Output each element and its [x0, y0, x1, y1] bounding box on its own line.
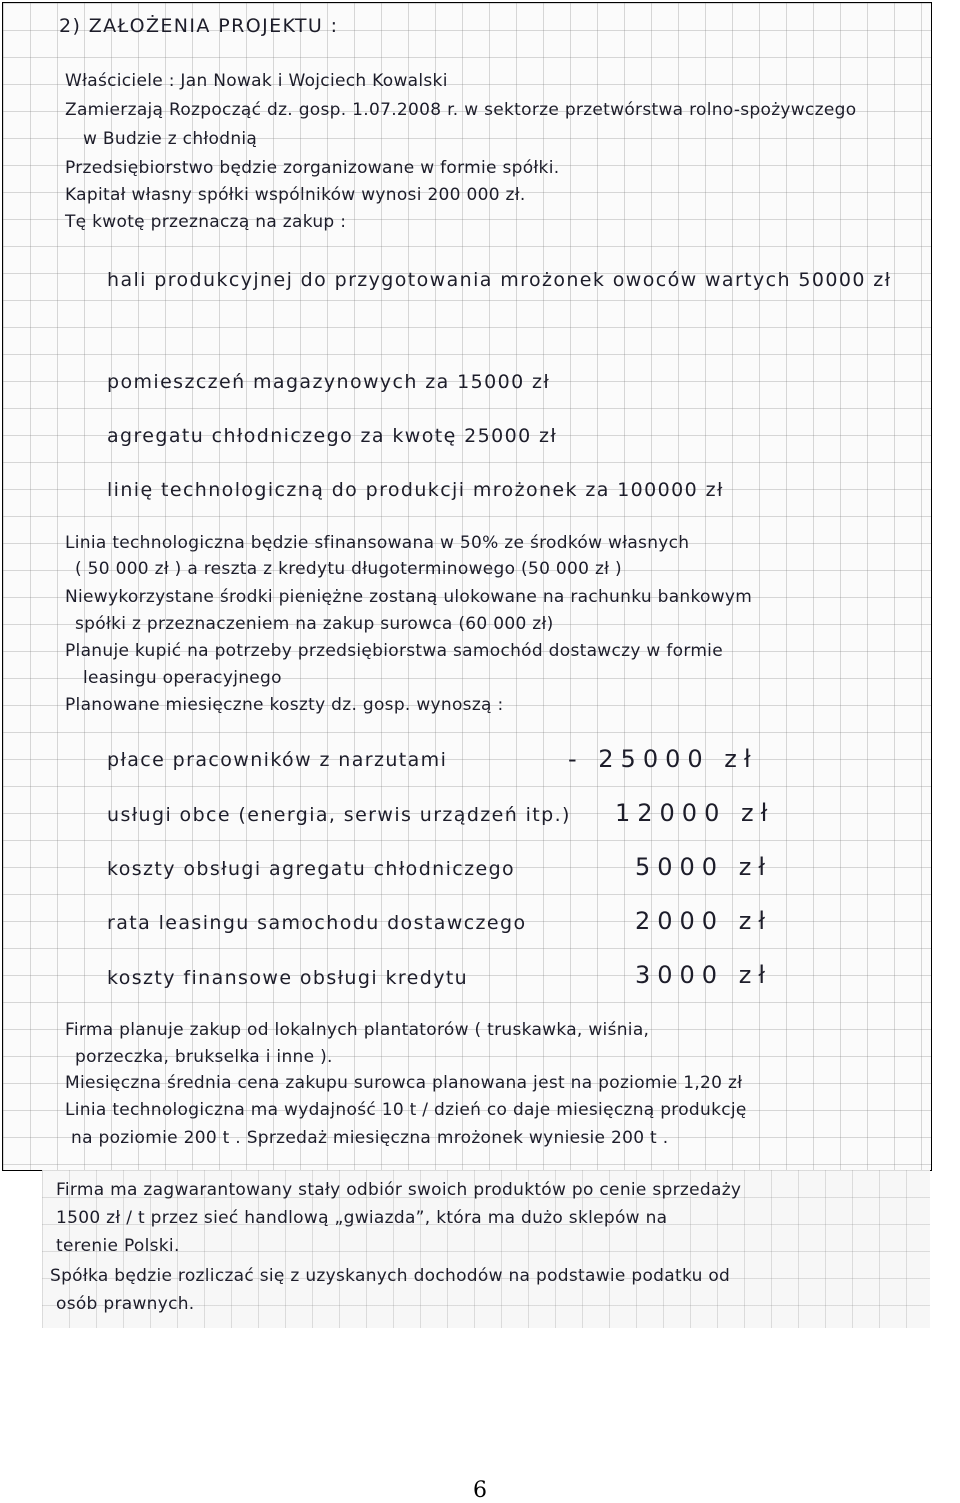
page-number: 6 — [473, 1478, 487, 1503]
paragraph-line: leasingu operacyjnego — [83, 668, 282, 688]
purchase-item: hali produkcyjnej do przygotowania mrożonek owoców wartych 50000 zł — [107, 269, 892, 291]
cost-amount: 3000 zł — [635, 961, 773, 989]
paragraph-line: Linia technologiczna będzie sfinansowana w 50% ze środków własnych — [65, 533, 690, 553]
cost-label: koszty finansowe obsługi kredytu — [107, 967, 469, 989]
bullet-company-form: Przedsiębiorstwo będzie zorganizowane w formie spółki. — [65, 158, 560, 178]
paragraph-line: Planuje kupić na potrzeby przedsiębiorstwa samochód dostawczy w formie — [65, 641, 723, 661]
continuation-line: osób prawnych. — [56, 1294, 195, 1314]
bullet-owners: Właściciele : Jan Nowak i Wojciech Kowalski — [65, 71, 448, 91]
continuation-line: 1500 zł / t przez sieć handlową „gwiazda”, która ma dużo sklepów na — [56, 1208, 668, 1228]
cost-amount: - 25000 zł — [568, 745, 758, 773]
closing-line: Firma planuje zakup od lokalnych plantatorów ( truskawka, wiśnia, — [65, 1020, 650, 1040]
section-heading: 2) ZAŁOŻENIA PROJEKTU : — [59, 15, 339, 37]
cost-amount: 12000 zł — [615, 799, 775, 827]
cost-amount: 5000 zł — [635, 853, 773, 881]
cost-label: płace pracowników z narzutami — [107, 749, 448, 771]
bullet-start-date-cont: w Budzie z chłodnią — [83, 129, 258, 149]
purchase-item: pomieszczeń magazynowych za 15000 zł — [107, 371, 551, 393]
handwritten-scan-continuation — [42, 1170, 930, 1328]
cost-label: koszty obsługi agregatu chłodniczego — [107, 858, 516, 880]
paragraph-line: Niewykorzystane środki pieniężne zostaną ulokowane na rachunku bankowym — [65, 587, 753, 607]
handwritten-scan — [2, 2, 932, 1171]
continuation-line: Firma ma zagwarantowany stały odbiór swoich produktów po cenie sprzedaży — [56, 1180, 742, 1200]
closing-line: Miesięczna średnia cena zakupu surowca planowana jest na poziomie 1,20 zł — [65, 1073, 743, 1093]
paragraph-line: spółki z przeznaczeniem na zakup surowca (60 000 zł) — [75, 614, 554, 634]
closing-line: porzeczka, brukselka i inne ). — [75, 1047, 333, 1067]
purchase-item: linię technologiczną do produkcji mrożonek za 100000 zł — [107, 479, 724, 501]
paragraph-line: ( 50 000 zł ) a reszta z kredytu długoterminowego (50 000 zł ) — [75, 559, 622, 579]
continuation-line: terenie Polski. — [56, 1236, 180, 1256]
bullet-capital: Kapitał własny spółki wspólników wynosi 200 000 zł. — [65, 185, 526, 205]
bullet-allocation: Tę kwotę przeznaczą na zakup : — [65, 212, 347, 232]
paragraph-line: Planowane miesięczne koszty dz. gosp. wynoszą : — [65, 695, 504, 715]
continuation-line: Spółka będzie rozliczać się z uzyskanych dochodów na podstawie podatku od — [50, 1266, 731, 1286]
cost-amount: 2000 zł — [635, 907, 773, 935]
cost-label: rata leasingu samochodu dostawczego — [107, 912, 527, 934]
bullet-start-date: Zamierzają Rozpocząć dz. gosp. 1.07.2008 r. w sektorze przetwórstwa rolno-spożywczego — [65, 100, 857, 120]
closing-line: na poziomie 200 t . Sprzedaż miesięczna mrożonek wyniesie 200 t . — [71, 1128, 669, 1148]
purchase-item: agregatu chłodniczego za kwotę 25000 zł — [107, 425, 558, 447]
cost-label: usługi obce (energia, serwis urządzeń itp.) — [107, 804, 571, 826]
closing-line: Linia technologiczna ma wydajność 10 t / dzień co daje miesięczną produkcję — [65, 1100, 747, 1120]
